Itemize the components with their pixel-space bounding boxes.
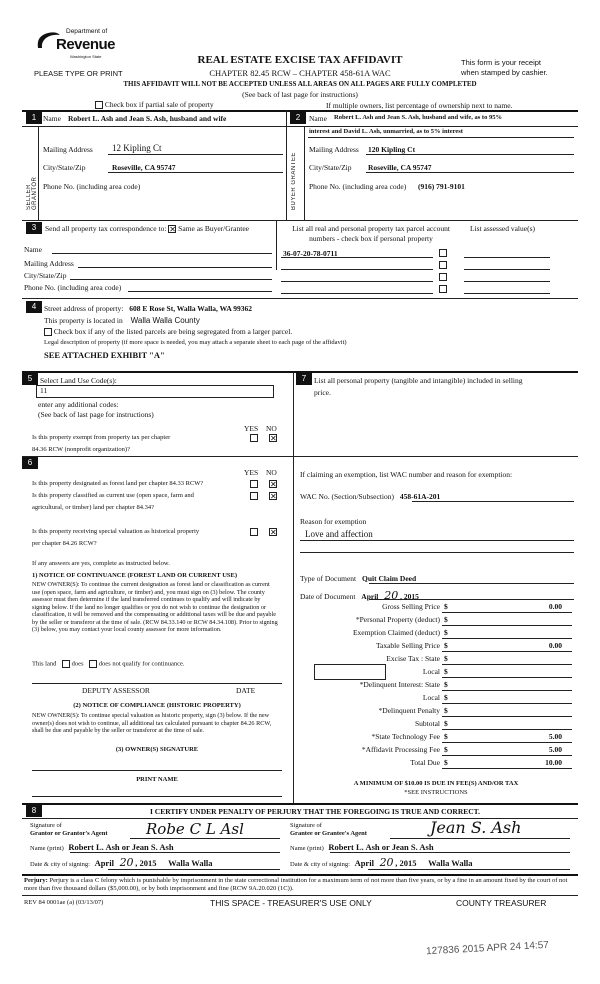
land-use-label: Select Land Use Code(s): — [40, 376, 117, 385]
doc-date-day[interactable]: 20 — [384, 589, 399, 602]
tax-row-value[interactable]: 0.00 — [548, 602, 562, 611]
sec6-yes: YES — [244, 468, 259, 477]
seller-mailing-label: Mailing Address — [43, 145, 93, 154]
grantor-name[interactable]: Robert L. Ash or Jean S. Ash — [68, 842, 174, 852]
exempt-no-checkbox[interactable]: ✕ — [270, 434, 277, 443]
wac-number[interactable]: 458-61A-201 — [399, 492, 441, 501]
tax-row-currency: $ — [444, 667, 448, 676]
grantor-sig-label-1: Signature of — [30, 822, 62, 829]
parcel-3-personal-checkbox[interactable] — [439, 273, 447, 281]
section-1-badge: 1 — [26, 112, 42, 124]
street-label: Street address of property: — [44, 304, 124, 313]
section-8-badge: 8 — [26, 805, 42, 817]
logo-dept: Department of — [66, 28, 108, 35]
treasurer-space: THIS SPACE - TREASURER'S USE ONLY — [210, 898, 372, 908]
buyer-phone[interactable]: (916) 791-9101 — [418, 182, 465, 191]
segregated-checkbox[interactable] — [44, 328, 52, 336]
tax-row-value[interactable]: 10.00 — [545, 758, 562, 767]
tax-row-currency: $ — [444, 680, 448, 689]
seller-name[interactable]: Robert L. Ash and Jean S. Ash, husband and wife — [68, 114, 227, 123]
date-label: DATE — [236, 686, 256, 695]
wac-label: WAC No. (Section/Subsection) — [300, 492, 394, 501]
grantee-sig-label-1: Signature of — [290, 822, 322, 829]
exempt-question-2: 84.36 RCW (nonprofit organization)? — [32, 446, 130, 453]
tax-row — [296, 693, 576, 706]
located-label: This property is located in — [44, 316, 123, 325]
partial-sale-row — [95, 100, 214, 109]
grantee-date-year: , 2015 — [395, 858, 417, 868]
tax-row — [296, 719, 576, 732]
reason-label: Reason for exemption — [300, 517, 367, 526]
buyer-mailing-label: Mailing Address — [309, 145, 359, 154]
tax-row-currency: $ — [444, 693, 448, 702]
tax-row-label: Exemption Claimed (deduct) — [352, 628, 440, 637]
sec3-mailing-label: Mailing Address — [24, 259, 74, 268]
tax-row-label: *Delinquent Interest: State — [359, 680, 440, 689]
tax-row-label: *State Technology Fee — [371, 732, 440, 741]
doc-type-row — [300, 574, 416, 583]
tax-row-label: Gross Selling Price — [382, 602, 440, 611]
seller-mailing[interactable]: 12 Kipling Ct — [112, 143, 162, 153]
tax-row-label: *Personal Property (deduct) — [355, 615, 440, 624]
sec6-no: NO — [266, 468, 277, 477]
additional-codes-1: enter any additional codes: — [38, 400, 119, 409]
grantor-date-year: , 2015 — [135, 858, 157, 868]
tax-row-currency: $ — [444, 615, 448, 624]
exempt-question-1: Is this property exempt from property tax per chapter — [32, 434, 171, 441]
does-label: does — [71, 660, 84, 668]
logo — [34, 26, 124, 66]
tax-row — [296, 615, 576, 628]
section-2-badge: 2 — [290, 112, 306, 124]
tax-row-currency: $ — [444, 641, 448, 650]
land-use-value: 11 — [40, 386, 48, 395]
doc-date-label: Date of Document — [300, 592, 356, 601]
located-county[interactable]: Walla Walla County — [130, 316, 200, 325]
doc-date-year: , 2015 — [400, 592, 419, 601]
if-yes-note: If any answers are yes, complete as instructed below. — [32, 560, 170, 567]
forest-no-checkbox[interactable]: ✕ — [270, 480, 277, 489]
tax-row-currency: $ — [444, 758, 448, 767]
historic-question-2: per chapter 84.26 RCW? — [32, 540, 97, 547]
exemption-label: If claiming an exemption, list WAC number and reason for exemption: — [300, 470, 513, 479]
logo-name: Revenue — [56, 36, 116, 53]
historic-question-1: Is this property receiving special valuation as historical property — [32, 528, 200, 535]
buyer-mailing[interactable]: 120 Kipling Ct — [368, 145, 416, 154]
form-subtitle: CHAPTER 82.45 RCW – CHAPTER 458-61A WAC — [209, 68, 391, 78]
segregated-row — [44, 327, 292, 336]
form-number: REV 84 0001ae (a) (03/13/07) — [24, 899, 104, 906]
reason-value[interactable]: Love and affection — [305, 529, 373, 539]
section-7-badge: 7 — [296, 373, 312, 385]
parcel-1-personal-checkbox[interactable] — [439, 249, 447, 257]
notice-3-title: (3) OWNER(S) SIGNATURE — [115, 746, 199, 753]
current-use-question-1: Is this property classified as current use (open space, farm and — [32, 492, 194, 499]
tax-row — [296, 602, 576, 615]
parcel-4-personal-checkbox[interactable] — [439, 285, 447, 293]
located-row — [44, 316, 200, 325]
segregated-label: Check box if any of the listed parcels are being segregated from a larger parcel. — [53, 327, 293, 336]
personal-property-2: price. — [314, 388, 331, 397]
buyer-phone-label: Phone No. (including area code) — [309, 182, 407, 191]
grantor-city[interactable]: Walla Walla — [168, 858, 213, 868]
certify-statement: I CERTIFY UNDER PENALTY OF PERJURY THAT THE FOREGOING IS TRUE AND CORRECT. — [149, 807, 480, 816]
tax-row-label: Local — [422, 693, 440, 702]
tax-row-label: Subtotal — [414, 719, 440, 728]
tax-row — [296, 745, 576, 758]
deputy-assessor-label: DEPUTY ASSESSOR — [82, 686, 150, 695]
tax-row-label: Total Due — [410, 758, 440, 767]
does-checkbox[interactable] — [62, 660, 70, 668]
notice-1-body: NEW OWNER(S): To continue the current designation as forest land or classification as current use (open space, farm and agriculture, or timber) and, you must sign on (3) below. The county assessor must then determine if the land transferred continues to qualify and will indicate by signing below. If the land no longer qualifies or you do not wish to continue the designation or classification, it will be removed and the compensating or additional taxes will be due and payable by the seller or transferor at the time of sale. (RCW 84.33.140 or RCW 84.34.108). Prior to signing (3) below, you may contact your local county assessor for more information. — [32, 581, 278, 633]
section-6-badge: 6 — [22, 457, 38, 469]
grantor-signature[interactable]: Robe C L Asl — [146, 820, 244, 838]
seller-city[interactable]: Roseville, CA 95747 — [112, 163, 176, 172]
land-use-field[interactable] — [36, 385, 274, 398]
sec5-yes: YES — [244, 424, 259, 433]
parcel-2-personal-checkbox[interactable] — [439, 261, 447, 269]
notice-1-title: 1) NOTICE OF CONTINUANCE (FOREST LAND OR CURRENT USE) — [32, 572, 238, 579]
tax-row — [296, 680, 576, 693]
personal-property-1: List all personal property (tangible and intangible) included in selling — [314, 376, 523, 385]
minimum-due-note: A MINIMUM OF $10.00 IS DUE IN FEE(S) AND/OR TAX — [353, 780, 519, 787]
multiple-owners-note: If multiple owners, list percentage of ownership next to name. — [326, 101, 513, 110]
forest-yes-checkbox[interactable] — [250, 480, 258, 488]
grantee-date-day[interactable]: 20 — [379, 856, 394, 869]
tax-row — [296, 667, 576, 680]
this-land-label: This land — [32, 660, 57, 668]
grantee-date-label: Date & city of signing: — [290, 861, 350, 868]
sec3-phone-label: Phone No. (including area code) — [24, 283, 122, 292]
wac-row — [300, 492, 440, 501]
grantee-name[interactable]: Robert L. Ash or Jean S. Ash — [328, 842, 434, 852]
grantor-date-row — [30, 856, 213, 869]
send-correspondence-row — [45, 224, 249, 233]
tax-row-value[interactable]: 5.00 — [548, 745, 562, 754]
perjury-text: Perjury is a class C felony which is punishable by imprisonment in the state correctional institution for a maximum term of not more than five years, or by a fine in an amount fixed by the court of not more than five thousand dollars ($5,000.00), or by both imprisonment and fine (RCW 9A.20.020 (1C)). — [24, 877, 568, 892]
doc-type-value[interactable]: Quit Claim Deed — [362, 574, 417, 583]
tax-row-currency: $ — [444, 602, 448, 611]
form-title: REAL ESTATE EXCISE TAX AFFIDAVIT — [197, 54, 403, 66]
partial-sale-checkbox[interactable] — [95, 101, 103, 109]
tax-row-currency: $ — [444, 745, 448, 754]
grantor-name-label: Name (print) — [30, 845, 64, 852]
tax-row — [296, 628, 576, 641]
notice-2-title: (2) NOTICE OF COMPLIANCE (HISTORIC PROPERTY) — [73, 702, 241, 709]
seller-phone-label: Phone No. (including area code) — [43, 182, 141, 191]
seller-city-label: City/State/Zip — [43, 163, 86, 172]
receipt-line-1: This form is your receipt — [461, 58, 542, 67]
tax-row — [296, 732, 576, 745]
grantor-date-label: Date & city of signing: — [30, 861, 90, 868]
logo-state: Washington State — [70, 54, 102, 59]
tax-row-currency: $ — [444, 719, 448, 728]
buyer-city-label: City/State/Zip — [309, 163, 352, 172]
parcel-header: List all real and personal property tax parcel account numbers - check box if personal property — [292, 224, 450, 243]
section-5-badge: 5 — [22, 373, 38, 385]
street-address[interactable]: 608 E Rose St, Walla Walla, WA 99362 — [129, 304, 252, 313]
perjury-notice — [24, 877, 576, 893]
see-instructions-note: *SEE INSTRUCTIONS — [404, 789, 468, 796]
buyer-name-2[interactable]: interest and David L. Ash, unmarried, as to 5% interest — [309, 128, 463, 135]
warning-text: THIS AFFIDAVIT WILL NOT BE ACCEPTED UNLESS ALL AREAS ON ALL PAGES ARE FULLY COMPLETED — [123, 80, 477, 88]
historic-yes-checkbox[interactable] — [250, 528, 258, 536]
partial-sale-label: Check box if partial sale of property — [104, 100, 214, 109]
tax-row-value[interactable]: 0.00 — [548, 641, 562, 650]
grantee-agent-label: Grantee or Grantee's Agent — [290, 830, 367, 837]
tax-row-label: Taxable Selling Price — [375, 641, 440, 650]
parcel-number-1[interactable]: 36-07-20-78-0711 — [283, 249, 338, 258]
grantee-date-month[interactable]: April — [354, 858, 374, 868]
same-as-buyer-label: Same as Buyer/Grantee — [178, 224, 249, 233]
tax-row-value[interactable]: 5.00 — [548, 732, 562, 741]
perjury-label: Perjury: — [24, 877, 48, 884]
grantee-city[interactable]: Walla Walla — [428, 858, 473, 868]
forest-question: Is this property designated as forest land per chapter 84.33 RCW? — [32, 480, 204, 487]
buyer-name-1[interactable]: Robert L. Ash and Jean S. Ash, husband and wife, as to 95% — [334, 114, 502, 121]
tax-row — [296, 641, 576, 654]
tax-row — [296, 758, 576, 771]
buyer-name-label: Name — [309, 114, 327, 123]
seller-side-label: SELLER GRANTOR — [26, 176, 38, 210]
current-use-no-checkbox[interactable]: ✕ — [270, 492, 277, 501]
same-as-buyer-checkbox[interactable]: ✕ — [169, 225, 176, 235]
tax-row-label: Excise Tax : State — [386, 654, 440, 663]
tax-row-label: *Delinquent Penalty — [378, 706, 440, 715]
grantor-date-day[interactable]: 20 — [119, 856, 134, 869]
buyer-side-label: BUYER GRANTEE — [291, 152, 297, 210]
sec3-city-label: City/State/Zip — [24, 271, 67, 280]
continuance-row — [32, 660, 185, 668]
grantor-agent-label: Grantor or Grantor's Agent — [30, 830, 108, 837]
grantee-date-row — [290, 856, 473, 869]
does-not-checkbox[interactable] — [89, 660, 97, 668]
send-correspondence-label: Send all property tax correspondence to: — [45, 224, 167, 233]
please-type: PLEASE TYPE OR PRINT — [34, 69, 123, 78]
historic-no-checkbox[interactable]: ✕ — [270, 528, 277, 537]
tax-row-currency: $ — [444, 654, 448, 663]
seller-name-label: Name — [43, 114, 61, 123]
tax-table — [296, 602, 576, 772]
assessed-header: List assessed value(s) — [470, 224, 535, 233]
current-use-question-2: agricultural, or timber) land per chapter 84.34? — [32, 504, 155, 511]
print-name-label: PRINT NAME — [136, 776, 178, 783]
doc-date-row — [300, 589, 419, 602]
current-use-yes-checkbox[interactable] — [250, 492, 258, 500]
tax-row — [296, 706, 576, 719]
county-treasurer: COUNTY TREASURER — [456, 898, 547, 908]
receipt-stamp: 127836 2015 APR 24 14:57 — [425, 939, 550, 958]
sec5-no: NO — [266, 424, 277, 433]
section-4-badge: 4 — [26, 301, 42, 313]
buyer-city[interactable]: Roseville, CA 95747 — [368, 163, 432, 172]
tax-row-label: *Affidavit Processing Fee — [361, 745, 440, 754]
legal-label: Legal description of property (if more space is needed, you may attach a separate sheet to each page of the affidavit) — [44, 339, 347, 346]
grantee-name-label: Name (print) — [290, 845, 324, 852]
notice-2-body: NEW OWNER(S): To continue special valuation as historic property, sign (3) below. If the new owner(s) does not wish to continue, all additional tax calculated pursuant to chapter 84.26 RCW, shall be due and payable by the seller or transferor at the time of sale. — [32, 712, 272, 734]
doc-type-label: Type of Document — [300, 574, 357, 583]
see-back-text: (See back of last page for instructions) — [242, 90, 358, 99]
section-3-badge: 3 — [26, 222, 42, 234]
legal-description[interactable]: SEE ATTACHED EXHIBIT "A" — [44, 350, 165, 360]
doc-date-month[interactable]: April — [361, 592, 379, 601]
receipt-line-2: when stamped by cashier. — [461, 68, 548, 77]
tax-row-currency: $ — [444, 628, 448, 637]
grantee-signature[interactable]: Jean S. Ash — [430, 818, 522, 837]
tax-row-label: Local — [422, 667, 440, 676]
does-not-label: does not qualify for continuance. — [98, 660, 185, 668]
street-row — [44, 304, 252, 313]
exempt-yes-checkbox[interactable] — [250, 434, 258, 442]
additional-codes-2: (See back of last page for instructions) — [38, 410, 154, 419]
sec3-name-label: Name — [24, 245, 42, 254]
tax-row-currency: $ — [444, 732, 448, 741]
tax-row-currency: $ — [444, 706, 448, 715]
grantor-date-month[interactable]: April — [94, 858, 114, 868]
